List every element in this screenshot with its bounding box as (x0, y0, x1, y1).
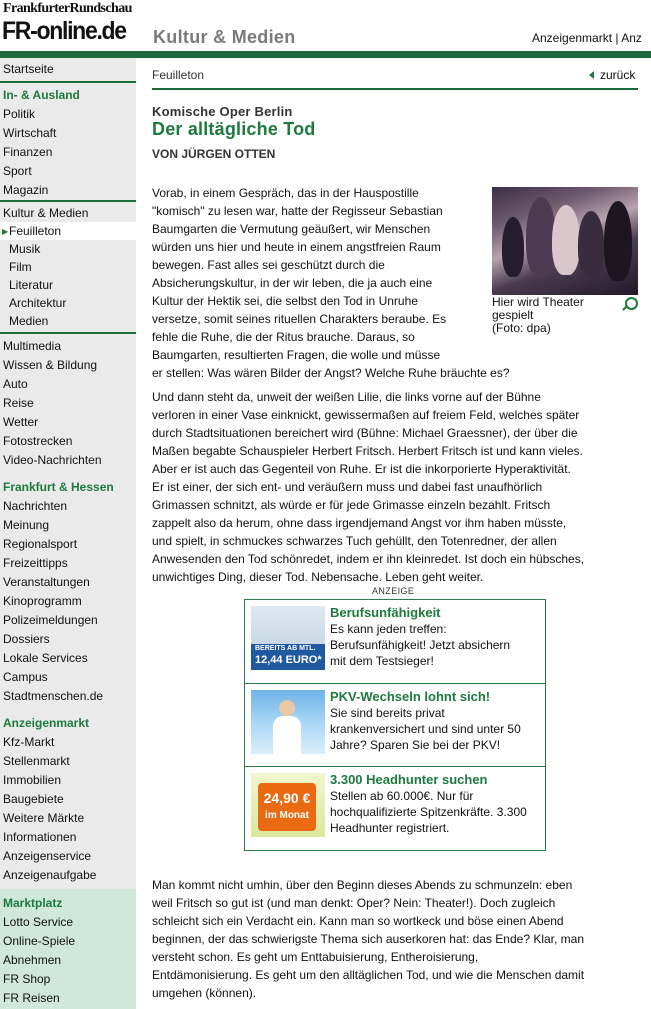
sidebar-item-lokale-services[interactable]: Lokale Services (3, 651, 88, 665)
sidebar-item-dossiers[interactable]: Dossiers (3, 632, 50, 646)
sidebar-item-lotto-service[interactable]: Lotto Service (3, 915, 74, 929)
sidebar-item-regionalsport[interactable]: Regionalsport (3, 537, 78, 551)
photo-figure (578, 211, 604, 277)
sidebar-item-meinung[interactable]: Meinung (3, 518, 50, 532)
photo-figure (552, 205, 580, 275)
ad-image-person[interactable] (251, 690, 325, 754)
article-byline: VON JÜRGEN OTTEN (152, 147, 276, 161)
ad-item-pkv[interactable] (245, 683, 545, 766)
sidebar-item-weitere-maerkte[interactable]: Weitere Märkte (3, 811, 85, 825)
ad-image-price: 12,44 EURO* (255, 654, 322, 666)
sidebar-item-finanzen[interactable]: Finanzen (3, 145, 53, 159)
sidebar-item-medien[interactable]: Medien (9, 314, 49, 328)
site-header (0, 0, 651, 52)
photo-figure (502, 217, 524, 277)
sidebar-item-anzeigenaufgabe[interactable]: Anzeigenaufgabe (3, 868, 97, 882)
ad-item-headhunter[interactable] (245, 766, 545, 849)
article-headline: Der alltägliche Tod (152, 119, 316, 139)
sidebar-item-startseite[interactable]: Startseite (3, 62, 54, 76)
sidebar-item-film[interactable]: Film (9, 260, 32, 274)
sidebar-item-politik[interactable]: Politik (3, 107, 36, 121)
sidebar-item-wetter[interactable]: Wetter (3, 415, 39, 429)
sidebar-item-reise[interactable]: Reise (3, 396, 34, 410)
price-tag-amount: 24,90 € (263, 790, 311, 806)
ad-text: Stellen ab 60.000€. Nur für hochqualifizierte Spitzenkräfte. 3.300 Headhunter registriert. (330, 789, 527, 835)
sidebar-item-fr-shop[interactable]: FR Shop (3, 972, 51, 986)
ad-text: Sie sind bereits privat krankenversichert und sind unter 50 Jahre? Sparen Sie bei der PKV! (330, 706, 521, 752)
article-kicker: Komische Oper Berlin (152, 104, 293, 119)
ad-image-insurance[interactable] (251, 606, 325, 670)
logo-frankfurter-rundschau[interactable]: FrankfurterRundschau (3, 1, 132, 16)
sidebar-item-campus[interactable]: Campus (3, 670, 48, 684)
back-link[interactable] (589, 68, 635, 82)
sidebar-item-kfz-markt[interactable]: Kfz-Markt (3, 735, 55, 749)
photo-figure (604, 201, 632, 281)
sidebar-item-online-spiele[interactable]: Online-Spiele (3, 934, 76, 948)
sidebar-item-nachrichten[interactable]: Nachrichten (3, 499, 68, 513)
sidebar-item-abnehmen[interactable]: Abnehmen (3, 953, 62, 967)
sidebar-item-stadtmenschen[interactable]: Stadtmenschen.de (3, 689, 104, 703)
photo-caption: Hier wird Theater gespielt (Foto: dpa) (492, 295, 584, 335)
sidebar-heading-in-ausland[interactable]: In- & Ausland (3, 88, 80, 102)
sidebar-item-fotostrecken[interactable]: Fotostrecken (3, 434, 73, 448)
sidebar-item-baugebiete[interactable]: Baugebiete (3, 792, 64, 806)
sidebar-item-polizeimeldungen[interactable]: Polizeimeldungen (3, 613, 98, 627)
sidebar-divider (0, 200, 136, 202)
back-arrow-icon (589, 71, 594, 79)
sidebar-item-multimedia[interactable]: Multimedia (3, 339, 62, 353)
active-arrow-icon: ▶ (2, 227, 9, 236)
ad-title[interactable]: Berufsunfähigkeit (330, 605, 441, 620)
sidebar-heading-frankfurt-hessen[interactable]: Frankfurt & Hessen (3, 480, 114, 494)
sidebar-navigation (0, 58, 136, 1009)
sidebar-divider (0, 332, 136, 334)
sidebar-item-literatur[interactable]: Literatur (9, 278, 54, 292)
ad-label: ANZEIGE (372, 586, 415, 596)
top-link-anzeigen[interactable]: Anz (621, 31, 642, 45)
sidebar-item-feuilleton[interactable]: Feuilleton (9, 224, 62, 238)
ad-image-head (279, 700, 295, 716)
ad-image-price-tag[interactable] (251, 773, 325, 837)
article-paragraph-3: Man kommt nicht umhin, über den Beginn dieses Abends zu schmunzeln: eben weil Fritsch so gut ist (und man denkt: Oper? Nein: Theater!). Doch zugleich schleicht sich ein Verdacht ein. Kann man so wortkeck und böse einen Abend beginnen, der das schwierigste Thema sich auserkoren hat: das Ende? Klar, man versteht schon. Es geht um Enttabuisierung, Entheroisierung, Entdämonisierung. Es geht um den alltäglichen Tod, und wie die Menschen damit umgehen (können). (152, 878, 585, 1000)
sidebar-item-auto[interactable]: Auto (3, 377, 28, 391)
ad-title[interactable]: 3.300 Headhunter suchen (330, 772, 488, 787)
sidebar-item-wissen-bildung[interactable]: Wissen & Bildung (3, 358, 98, 372)
price-tag-unit: im Monat (265, 810, 309, 821)
sidebar-item-kinoprogramm[interactable]: Kinoprogramm (3, 594, 82, 608)
header-rule (0, 51, 651, 58)
sidebar-heading-marktplatz[interactable]: Marktplatz (3, 896, 63, 910)
sidebar-item-freizeittipps[interactable]: Freizeittipps (3, 556, 68, 570)
ad-image-body (273, 716, 301, 754)
sidebar-item-video-nachrichten[interactable]: Video-Nachrichten (3, 453, 102, 467)
sidebar-item-musik[interactable]: Musik (9, 242, 41, 256)
sidebar-item-immobilien[interactable]: Immobilien (3, 773, 62, 787)
sidebar-item-wirtschaft[interactable]: Wirtschaft (3, 126, 57, 140)
breadcrumb[interactable]: Feuilleton (152, 68, 205, 82)
ad-item-berufsunfaehigkeit[interactable] (245, 600, 545, 682)
sidebar-item-informationen[interactable]: Informationen (3, 830, 77, 844)
top-link-anzeigenmarkt[interactable]: Anzeigenmarkt (532, 31, 613, 45)
ad-box (244, 599, 546, 851)
section-title: Kultur & Medien (153, 27, 296, 47)
breadcrumb-rule (152, 88, 638, 90)
logo-fr-online[interactable]: FR-online.de (2, 17, 126, 45)
sidebar-item-kultur-medien[interactable]: Kultur & Medien (3, 206, 89, 220)
top-links (532, 31, 642, 45)
sidebar-item-anzeigenservice[interactable]: Anzeigenservice (3, 849, 92, 863)
ad-image-text: BEREITS AB MTL. (255, 645, 316, 652)
sidebar-item-architektur[interactable]: Architektur (9, 296, 67, 310)
sidebar-heading-anzeigenmarkt[interactable]: Anzeigenmarkt (3, 716, 90, 730)
ad-image-price-band (251, 644, 325, 670)
top-link-separator: | (615, 31, 619, 45)
sidebar-item-fr-reisen[interactable]: FR Reisen (3, 991, 60, 1005)
ad-text: Es kann jeden treffen: Berufsunfähigkeit! Jetzt absichern mit dem Testsieger! (330, 622, 511, 668)
article-paragraph-2: Und dann steht da, unweit der weißen Lilie, die links vorne auf der Bühne verloren in einer Vase einknickt, gewissermaßen auf freiem Feld, welches später durch Stadtsituationen bereichert wird (Bühne: Michael Graessner), der über die Maßen begabte Schauspieler Herbert Fritsch. Herbert Fritsch ist und kann vieles. Aber er ist auch das Gegenteil von Ruhe. Er ist die inkorporierte Hyperaktivität. Er ist einer, der sich ent- und veräußern muss und dabei fast unaufhörlich Grimassen schnitzt, als würde er für jede Grimasse einzeln bezahlt. Fritsch zappelt also da herum, ohne dass irgendjemand Angst vor ihm haben müsste, und spielt, in schmuckes schwarzes Tuch gehüllt, den Totenredner, der allen Anwesenden den Tod schönredet, indem er ihn kleinredet. Ist doch ein hübsches, unwichtiges Ding, dieser Tod. Nebensache. Leben geht weiter. (152, 390, 585, 584)
sidebar-item-sport[interactable]: Sport (3, 164, 32, 178)
sidebar-divider (0, 81, 136, 83)
article-paragraph-1: Vorab, in einem Gespräch, das in der Hauspostille "komisch" zu lesen war, hatte der Regisseur Sebastian Baumgarten die Vermutung geäußert, wir Menschen würden uns hier und heute in einem angstfreien Raum bewegen. Fast alles sei geschützt durch die Absicherungskultur, in der wir leben, die ja auch eine Kultur der Hektik sei, die selbst den Tod in Unruhe versetze, somit seines rituellen Charakters beraube. Es fehle die Ruhe, die der Ritus brauche. Daraus, so Baumgarten, resultierten Fragen, die wolle und müsse er stellen: Was wären Bilder der Angst? Welche Ruhe bräuchte es? (152, 186, 510, 380)
ad-title[interactable]: PKV-Wechseln lohnt sich! (330, 689, 491, 704)
sidebar-item-stellenmarkt[interactable]: Stellenmarkt (3, 754, 70, 768)
price-tag (258, 783, 316, 831)
article-photo[interactable] (492, 187, 638, 295)
sidebar-item-magazin[interactable]: Magazin (3, 183, 49, 197)
zoom-icon[interactable] (625, 297, 638, 310)
back-label: zurück (600, 68, 636, 82)
sidebar-item-veranstaltungen[interactable]: Veranstaltungen (3, 575, 90, 589)
